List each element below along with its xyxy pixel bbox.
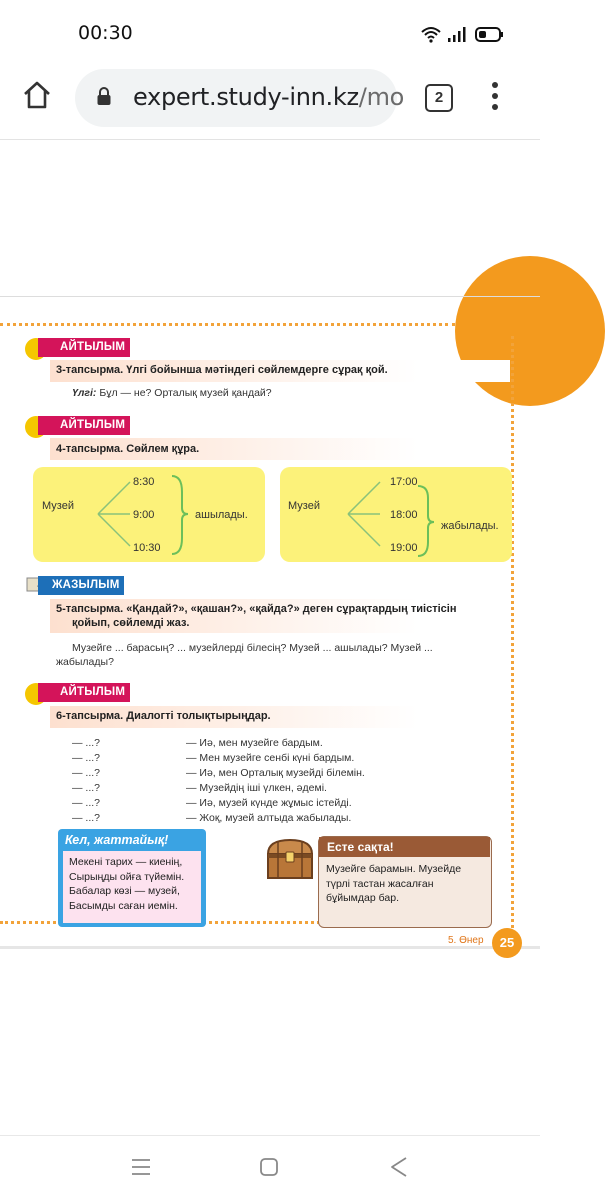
task-4: 4-тапсырма. Сөйлем құра. [56,443,200,455]
dialogue-question: — ...? [72,797,101,809]
dialogue-answer: — Иә, мен музейге бардым. [186,737,323,749]
dialogue-question: — ...? [72,752,101,764]
task-5: 5-тапсырма. «Қандай?», «қашан?», «қайда?» деген сұрақтардың тиістісін [56,603,457,615]
dialogue-question: — ...? [72,767,101,779]
time-option: 17:00 [390,476,418,488]
signal-icon [448,27,466,42]
home-nav-icon[interactable] [259,1157,279,1177]
dialogue-answer: — Мен музейге сенбі күні бардым. [186,752,355,764]
dialogue-questions [72,736,100,826]
time-option: 8:30 [133,476,155,488]
tab-switcher-button[interactable]: 2 [425,84,453,112]
branch-lines [340,472,440,560]
page-corner-decoration [455,256,605,406]
status-time: 00:30 [78,22,133,44]
status-icons [420,24,510,49]
verb-close: жабылады. [441,520,499,532]
task-6: 6-тапсырма. Диалогті толықтырыңдар. [56,710,271,722]
dialogue-answers [186,736,365,826]
treasure-chest-icon [264,836,316,882]
toolbar-divider [0,139,540,140]
recent-apps-icon[interactable] [130,1158,152,1176]
section-badge-zhazylym: ЖАЗЫЛЫМ [38,576,124,595]
url-text[interactable]: expert.study-inn.kz/mo [133,83,405,111]
subject-museum: Музей [288,500,320,512]
time-option: 18:00 [390,509,418,521]
remember-title: Есте сақта! [319,837,490,857]
subject-museum: Музей [42,500,74,512]
page-number: 25 [492,928,522,958]
dialogue-answer: — Жоқ, музей алтыда жабылады. [186,812,352,824]
dialogue-answer: — Иә, музей күнде жұмыс істейді. [186,797,352,809]
dotted-border-top [0,323,455,326]
remember-text: Музейге барамын. Музейде түрлі тастан жасалған бұйымдар бар. [326,863,462,904]
dialogue-answer: — Музейдің іші үлкен, әдемі. [186,782,327,794]
section-label: 5. Өнер [448,935,484,946]
battery-icon [476,28,503,41]
section-badge-aitylym: АЙТЫЛЫМ [38,416,130,435]
time-option: 9:00 [133,509,155,521]
dialogue-answer: — Иә, мен Орталық музейді білемін. [186,767,365,779]
section-badge-aitylym: АЙТЫЛЫМ [38,683,130,702]
task-3: 3-тапсырма. Үлгі бойынша мәтіндегі сөйлемдерге сұрақ қой. [56,364,388,376]
time-option: 10:30 [133,542,161,554]
home-icon[interactable] [22,80,52,110]
page-bottom-edge [0,946,540,949]
dialogue-question: — ...? [72,782,101,794]
branch-lines [90,472,190,560]
dotted-border-right [511,336,514,946]
memorize-title: Кел, жаттайық! [65,833,169,847]
dialogue-question: — ...? [72,737,101,749]
task-5-text: Музейге ... барасың? ... музейлерді білесің? Музей ... ашылады? Музей ... [72,642,433,654]
overflow-menu-icon[interactable] [490,82,500,112]
lock-icon [96,86,112,106]
dialogue-question: — ...? [72,812,101,824]
memorize-poem: Мекені тарих — киенің, Сырыңды ойға түйемін. Бабалар көзі — музей, Басымды саған иемін. [69,856,185,912]
task-3-example: Үлгі: Бұл — не? Орталық музей қандай? [72,387,272,399]
verb-open: ашылады. [195,509,248,521]
wifi-icon [422,28,440,43]
time-option: 19:00 [390,542,418,554]
section-badge-aitylym: АЙТЫЛЫМ [38,338,130,357]
back-nav-icon[interactable] [389,1156,409,1178]
